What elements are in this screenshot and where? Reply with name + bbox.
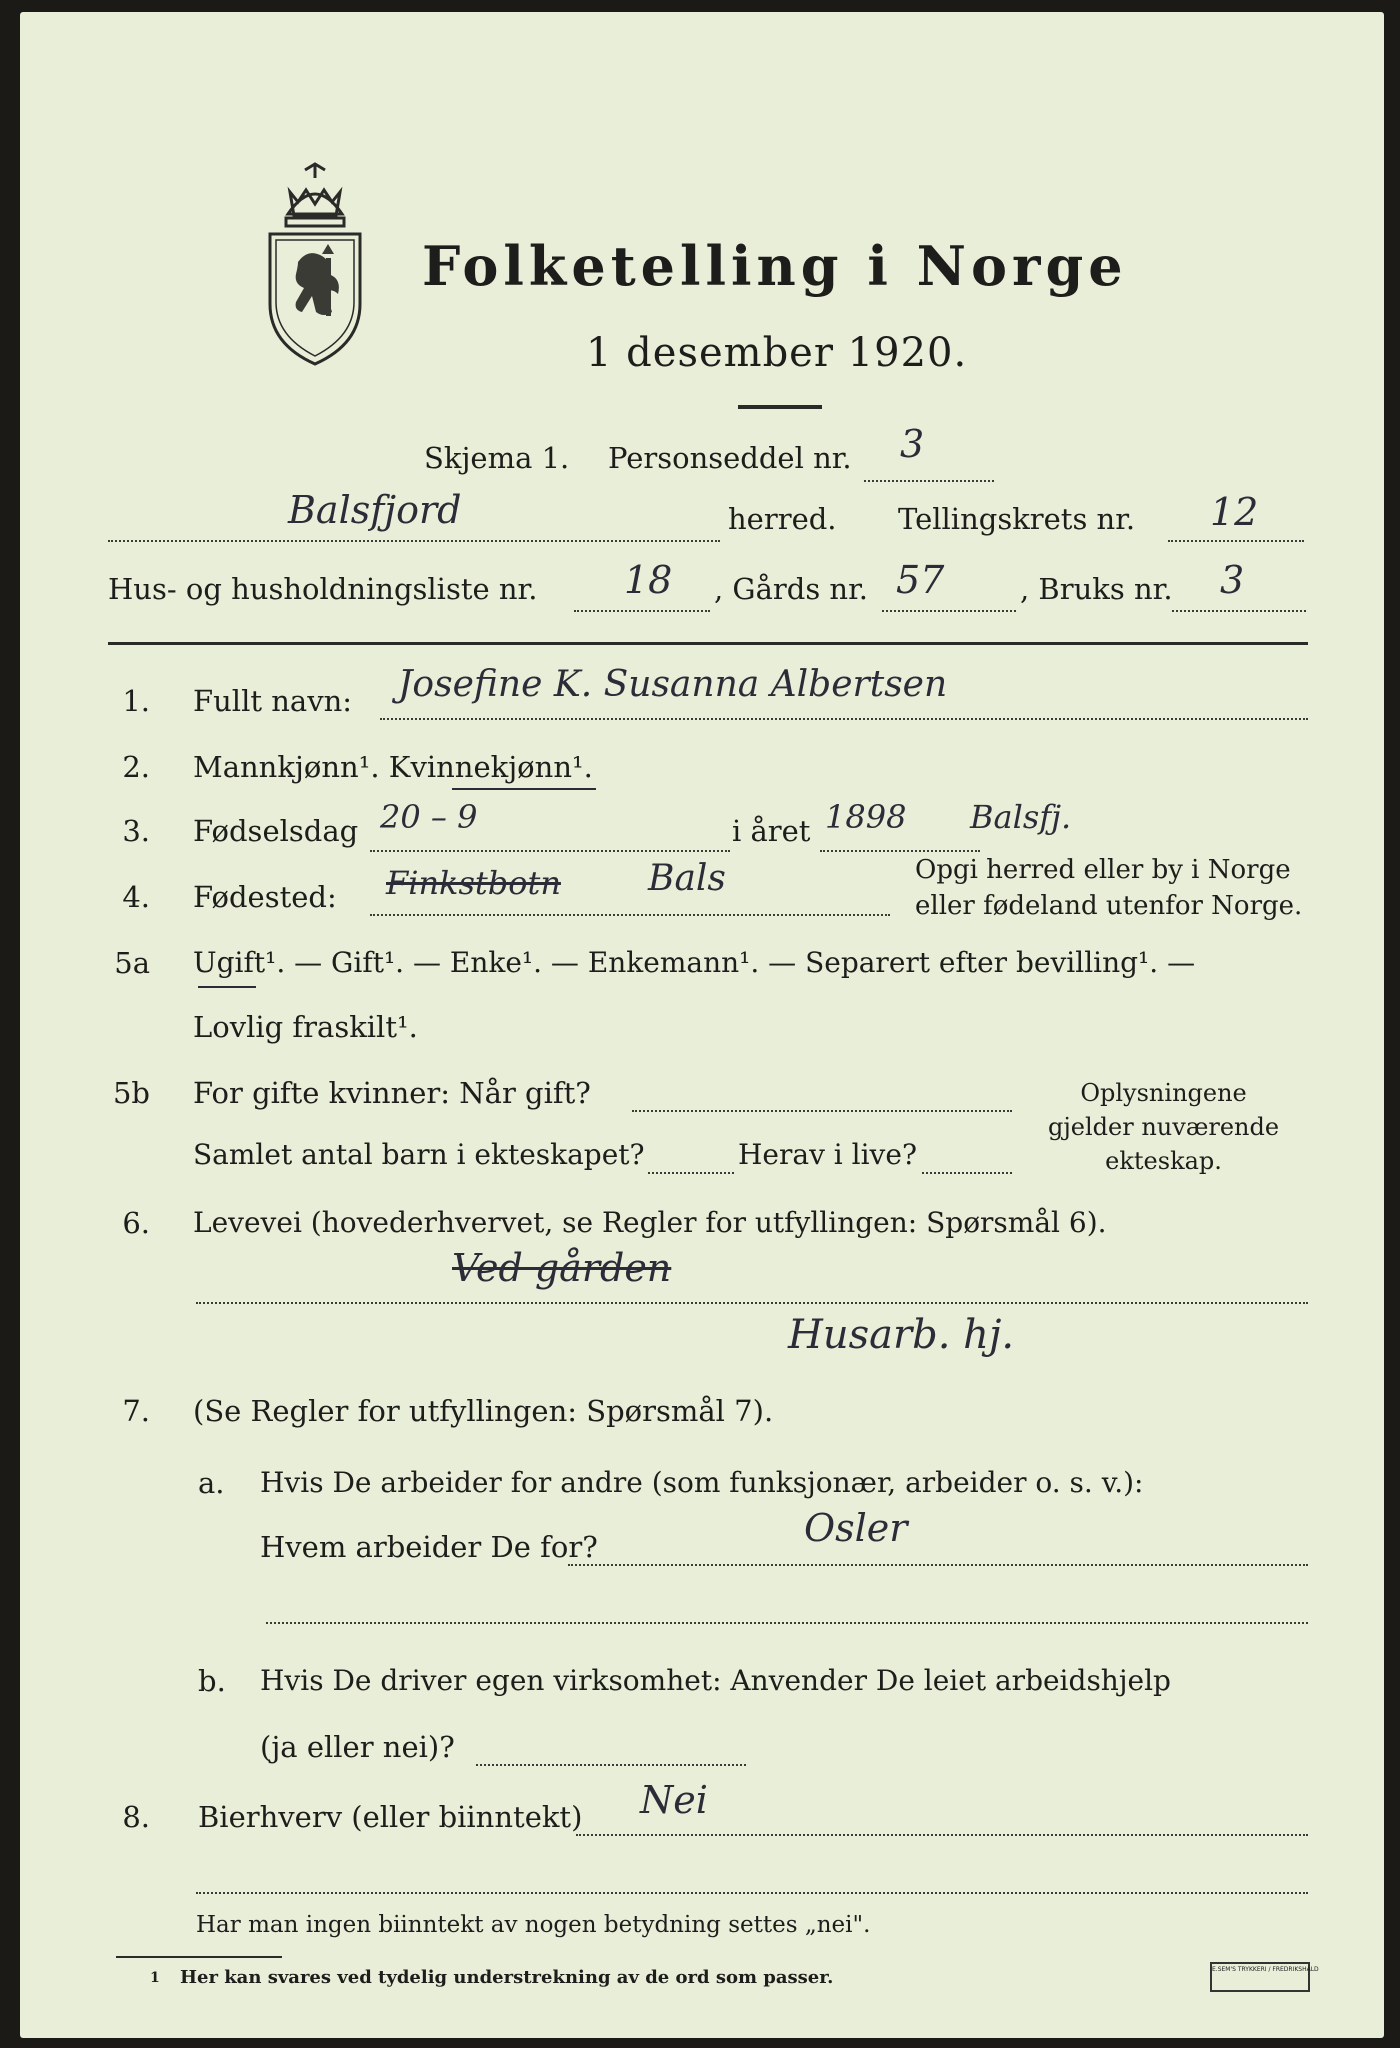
employer-value[interactable]: Osler	[804, 1506, 908, 1550]
marriage-note	[1048, 1076, 1279, 1178]
alive-line	[922, 1172, 1012, 1174]
printer-stamp: E.SEM'S TRYKKERI / FREDRIKSHALD	[1210, 1962, 1310, 1992]
header-separator	[108, 642, 1308, 645]
marital-status-options[interactable]: Ugift¹. — Gift¹. — Enke¹. — Enkemann¹. — Separert efter bevilling¹. —	[193, 946, 1196, 979]
skjema-label: Skjema 1.	[424, 441, 570, 475]
full-name-value[interactable]: Josefine K. Susanna Albertsen	[398, 664, 948, 705]
q7b-line2: (ja eller nei)?	[260, 1730, 455, 1764]
q5b-children-label: Samlet antal barn i ekteskapet?	[193, 1138, 645, 1171]
herred-value[interactable]: Balsfjord	[288, 488, 462, 532]
married-date-line	[632, 1110, 1012, 1112]
side-income-line	[576, 1834, 1308, 1836]
q5b-married-label: For gifte kvinner: Når gift?	[193, 1076, 591, 1110]
children-line	[648, 1172, 734, 1174]
census-form-sheet	[20, 12, 1384, 2038]
tellingskrets-line	[1168, 540, 1304, 542]
census-date: 1 desember 1920.	[586, 330, 968, 376]
herred-label: herred.	[728, 502, 837, 536]
q1-number: 1.	[122, 684, 150, 718]
husliste-line	[574, 610, 710, 612]
side-income-value[interactable]: Nei	[640, 1778, 708, 1822]
q7b-line1: Hvis De driver egen virksomhet: Anvender De leiet arbeidshjelp	[260, 1664, 1171, 1697]
q2-number: 2.	[122, 750, 150, 784]
bruks-line	[1172, 610, 1306, 612]
marital-underline	[198, 986, 256, 988]
q3-label: Fødselsdag	[193, 814, 359, 848]
employer-line	[568, 1564, 1308, 1566]
q6-number: 6.	[122, 1206, 150, 1240]
marital-status-options-2[interactable]: Lovlig fraskilt¹.	[193, 1010, 418, 1044]
personseddel-label: Personseddel nr.	[608, 441, 852, 475]
gards-value[interactable]: 57	[896, 558, 945, 602]
q5b-number: 5b	[112, 1076, 150, 1110]
birthday-line	[370, 850, 730, 852]
q5a-number: 5a	[114, 946, 150, 980]
tellingskrets-value[interactable]: 12	[1210, 490, 1259, 534]
birthplace-note-line2: eller fødeland utenfor Norge.	[915, 891, 1303, 921]
norway-coat-of-arms-icon	[260, 162, 370, 372]
q7-label: (Se Regler for utfyllingen: Spørsmål 7).	[193, 1394, 774, 1428]
birthplace-value[interactable]: Bals	[648, 858, 726, 899]
birthplace-line	[370, 914, 890, 916]
gender-underline	[452, 788, 596, 790]
birth-year-label: i året	[732, 814, 811, 848]
occupation-value[interactable]: Husarb. hj.	[788, 1312, 1015, 1358]
hired-help-line	[476, 1764, 746, 1766]
bruks-label: , Bruks nr.	[1020, 572, 1173, 606]
side-income-note: Har man ingen biinntekt av nogen betydning settes „nei".	[196, 1912, 871, 1938]
q8-number: 8.	[122, 1800, 150, 1834]
personseddel-line	[864, 480, 994, 482]
marriage-note-line2: gjelder nuværende	[1048, 1113, 1280, 1141]
q7a-letter: a.	[198, 1466, 225, 1500]
birthplace-struck-value: Finkstbotn	[386, 864, 561, 902]
bruks-value[interactable]: 3	[1220, 558, 1245, 602]
q4-number: 4.	[122, 880, 150, 914]
birthday-value[interactable]: 20 – 9	[380, 798, 478, 836]
gards-line	[882, 610, 1016, 612]
husliste-value[interactable]: 18	[624, 558, 673, 602]
employer-line-2	[266, 1622, 1308, 1624]
footnote-mark: 1	[150, 1970, 160, 1986]
q3-number: 3.	[122, 814, 150, 848]
marriage-note-line1: Oplysningene	[1080, 1079, 1247, 1107]
footnote-text: Her kan svares ved tydelig understrekning av de ord som passer.	[180, 1967, 834, 1988]
personseddel-value[interactable]: 3	[900, 422, 925, 466]
q1-label: Fullt navn:	[193, 684, 353, 718]
q7a-line1: Hvis De arbeider for andre (som funksjonær, arbeider o. s. v.):	[260, 1466, 1144, 1499]
q7a-line2: Hvem arbeider De for?	[260, 1530, 598, 1564]
birthplace-note	[915, 852, 1302, 924]
herred-line	[108, 540, 720, 542]
husliste-label: Hus- og husholdningsliste nr.	[108, 572, 538, 606]
q5b-alive-label: Herav i live?	[738, 1138, 917, 1171]
gards-label: , Gårds nr.	[714, 572, 868, 606]
q6-label: Levevei (hovederhvervet, se Regler for utfyllingen: Spørsmål 6).	[193, 1206, 1107, 1239]
form-title: Folketelling i Norge	[422, 234, 1128, 298]
footnote-rule	[116, 1956, 282, 1958]
side-income-line-2	[196, 1892, 1308, 1894]
occupation-line-1	[196, 1302, 1308, 1304]
birth-year-value[interactable]: 1898	[825, 798, 907, 836]
q7b-letter: b.	[198, 1664, 226, 1698]
q1-line	[380, 718, 1308, 720]
birthplace-note-line1: Opgi herred eller by i Norge	[915, 855, 1291, 885]
q7-number: 7.	[122, 1394, 150, 1428]
gender-options[interactable]: Mannkjønn¹. Kvinnekjønn¹.	[193, 750, 593, 784]
tellingskrets-label: Tellingskrets nr.	[898, 502, 1136, 536]
birthplace-extra: Balsfj.	[970, 798, 1072, 836]
q8-label: Bierhverv (eller biinntekt)	[198, 1800, 583, 1834]
title-divider	[738, 405, 822, 409]
occupation-struck-value: Ved gården	[452, 1246, 672, 1290]
marriage-note-line3: ekteskap.	[1105, 1147, 1222, 1175]
q4-label: Fødested:	[193, 880, 337, 914]
